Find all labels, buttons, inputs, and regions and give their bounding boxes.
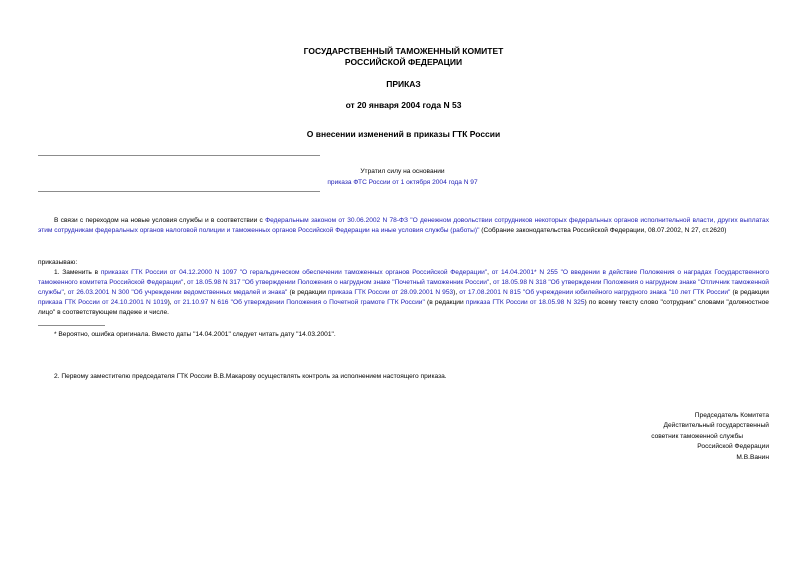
item-1-text: , <box>183 279 188 286</box>
item-1-text: (в редакции <box>730 289 769 296</box>
order-300-link[interactable]: от 26.03.2001 N 300 "Об учреждении ведомственных медалей и знака" <box>67 289 288 296</box>
order-325-link[interactable]: приказа ГТК России от 18.05.98 N 325 <box>465 299 585 306</box>
order-815-link[interactable]: от 17.08.2001 N 815 "Об учреждении юбилейного нагрудного знака "10 лет ГТК России" <box>459 289 731 296</box>
org-name-line-2: РОССИЙСКОЙ ФЕДЕРАЦИИ <box>344 57 463 67</box>
order-word: приказываю: <box>38 259 78 266</box>
item-1-text: (в редакции <box>287 289 329 296</box>
status-note-text: Утратил силу на основании <box>360 168 445 175</box>
signature-block <box>549 411 769 463</box>
order-317-link[interactable]: от 18.05.98 N 317 "Об утверждении Положения о нагрудном знаке "Почетный таможенник России" <box>187 279 490 286</box>
item-1-text: , <box>489 279 493 286</box>
doc-date-number: от 20 января 2004 года N 53 <box>345 100 462 110</box>
order-1097-link[interactable]: приказах ГТК России от 04.12.2000 N 1097 "О геральдическом обеспечении таможенных органов Российской Федерации" <box>100 269 488 276</box>
order-318-link[interactable]: от 18.05.98 N 318 "Об утверждении Положения о нагрудном знаке "Отличник таможенной службы" <box>38 279 769 296</box>
footnote: * Вероятно, ошибка оригинала. Вместо даты "14.04.2001" следует читать дату "14.03.2001". <box>54 331 336 338</box>
signature-line-2: Действительный государственный <box>663 422 769 430</box>
item-1-text: (в редакции <box>424 299 466 306</box>
item-1-text: , <box>63 289 68 296</box>
preamble-text-1: В связи с переходом на новые условия службы и в соответствии с <box>54 217 266 224</box>
repeal-order-link[interactable]: приказа ФТС России от 1 октября 2004 года N 97 <box>327 179 478 186</box>
signature-line-4: Российской Федерации <box>697 443 769 451</box>
footnote-divider <box>38 325 105 326</box>
item-2-paragraph: 2. Первому заместителю председателя ГТК России В.В.Макарову осуществлять контроль за исполнением настоящего приказа. <box>54 373 447 380</box>
order-953-link[interactable]: приказа ГТК России от 28.09.2001 N 953 <box>328 289 454 296</box>
status-note-link-wrap <box>300 177 505 188</box>
order-255-link[interactable]: от 14.04.2001* N 255 "О введении в действие Положения о наградах Государственного таможенного комитета Российской Федерации" <box>38 269 769 286</box>
divider-bottom <box>38 191 320 192</box>
item-1-text: ) по всему тексту слово "сотрудник" словами "должностное лицо" в соответствующем падеже и числе. <box>38 299 769 316</box>
item-1-text: , <box>487 269 492 276</box>
federal-law-link[interactable]: Федеральным законом от 30.06.2002 N 78-ФЗ "О денежном довольствии сотрудников некоторых федеральных органов исполнительной власти, других выплатах этим сотрудникам федеральных органов налоговой полиции и таможенных органов Российской Федерации на иные условия службы (работы)" <box>38 217 769 234</box>
signature-line-3: советник таможенной службы <box>651 432 743 440</box>
org-name-line-1: ГОСУДАРСТВЕННЫЙ ТАМОЖЕННЫЙ КОМИТЕТ <box>303 46 504 56</box>
order-616-link[interactable]: от 21.10.97 N 616 "Об утверждении Положения о Почетной грамоте ГТК России" <box>173 299 425 306</box>
order-1019-link[interactable]: приказа ГТК России от 24.10.2001 N 1019 <box>38 299 168 306</box>
preamble-text-2: (Собрание законодательства Российской Федерации, 08.07.2002, N 27, ст.2620) <box>479 227 727 234</box>
item-1-paragraph <box>38 268 769 318</box>
divider-top <box>38 155 320 156</box>
item-1-text: 1. Заменить в <box>54 269 101 276</box>
item-1-text: ), <box>453 289 460 296</box>
signature-line-1: Председатель Комитета <box>694 412 769 419</box>
item-1-text: ), <box>167 299 174 306</box>
signature-line-5: М.В.Ванин <box>736 453 769 461</box>
preamble-paragraph <box>38 216 769 236</box>
doc-type: ПРИКАЗ <box>386 79 421 89</box>
doc-title: О внесении изменений в приказы ГТК России <box>306 129 501 139</box>
